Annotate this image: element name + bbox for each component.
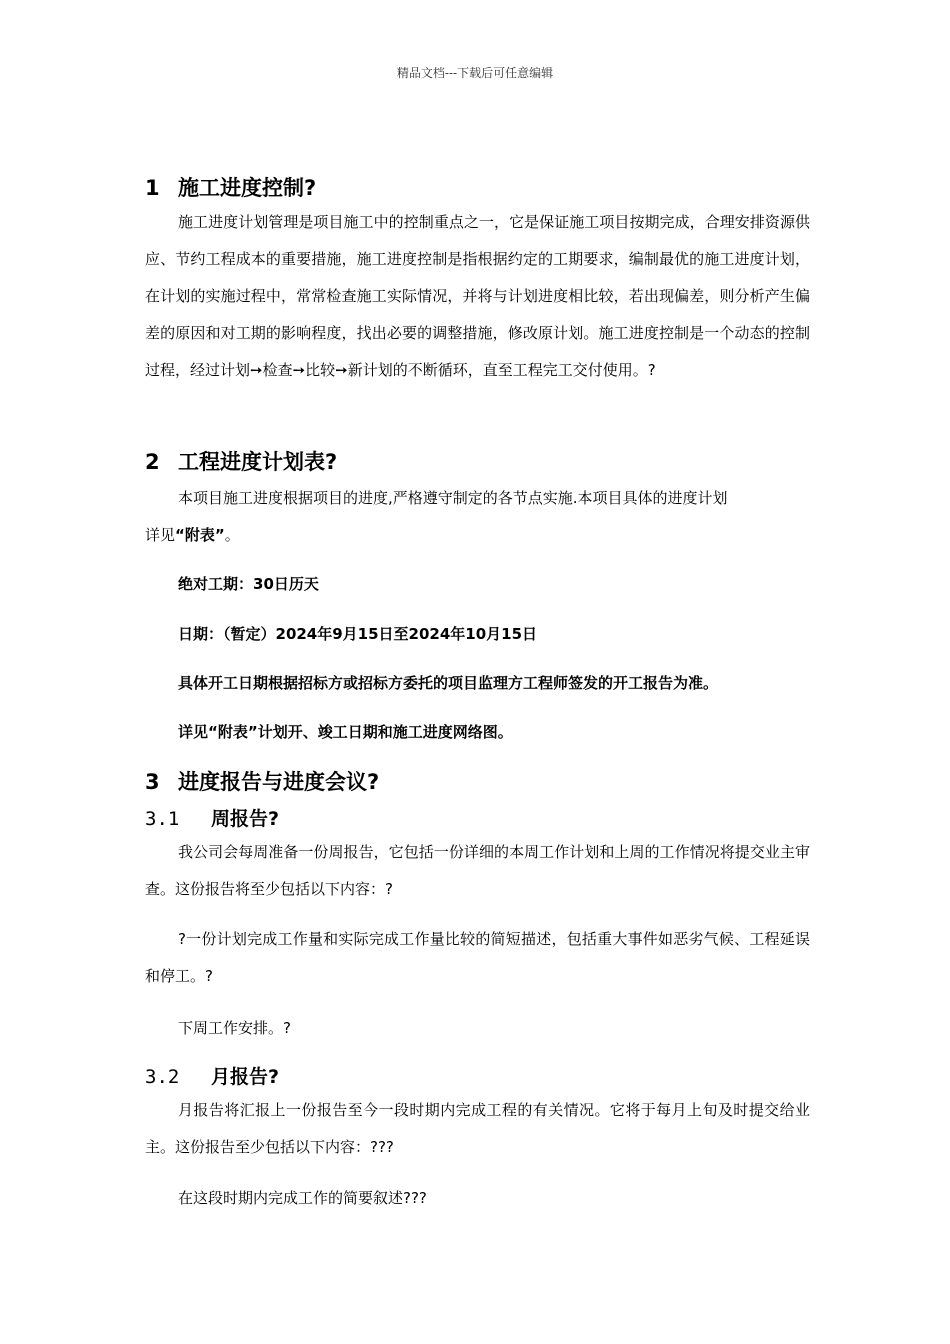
subsection-title: 月报告?: [211, 1066, 280, 1088]
section-number: 1: [145, 176, 160, 200]
section-3-1-paragraph: 我公司会每周准备一份周报告，它包括一份详细的本周工作计划和上周的工作情况将提交业主审查。这份报告将至少包括以下内容：?: [145, 843, 810, 898]
attachment-reference: “附表”: [175, 526, 225, 544]
section-title: 进度报告与进度会议?: [178, 770, 380, 794]
section-3-1-heading: [145, 804, 279, 831]
subsection-number: 3.1: [145, 808, 180, 830]
section-1-paragraph: 施工进度计划管理是项目施工中的控制重点之一，它是保证施工项目按期完成，合理安排资源供应、节约工程成本的重要措施，施工进度控制是指根据约定的工期要求，编制最优的施工进度计划，在计划的实施过程中，常常检查施工实际情况，并将与计划进度相比较，若出现偏差，则分析产生偏差的原因和对工期的影响程度，找出必要的调整措施，修改原计划。施工进度控制是一个动态的控制过程，经过计划➙检查➙比较➙新计划的不断循环，直至工程完工交付使用。?: [145, 213, 810, 379]
duration-line: 绝对工期：30日历天: [178, 575, 319, 593]
start-note-line: 具体开工日期根据招标方或招标方委托的项目监理方工程师签发的开工报告为准。: [178, 674, 719, 692]
section-3-2-paragraph: 月报告将汇报上一份报告至今一段时期内完成工程的有关情况。它将于每月上旬及时提交给业主。这份报告至少包括以下内容：???: [145, 1101, 810, 1156]
text-prefix: 详见: [145, 526, 176, 544]
section-number: 3: [145, 770, 160, 794]
section-3-1-item-1: ?一份计划完成工作量和实际完成工作量比较的简短描述，包括重大事件如恶劣气候、工程延误和停工。?: [145, 930, 810, 985]
see-attachment-line: 详见“附表”计划开、竣工日期和施工进度网络图。: [178, 723, 513, 741]
section-3-2-item-1: 在这段时期内完成工作的简要叙述???: [178, 1189, 427, 1207]
section-3-1-item-2: 下周工作安排。?: [178, 1019, 291, 1037]
text-suffix: 。: [224, 526, 240, 544]
section-2-paragraph-line-2: [145, 524, 240, 545]
section-number: 2: [145, 450, 160, 474]
page-header: 精品文档---下载后可任意编辑: [396, 66, 554, 80]
section-title: 施工进度控制?: [178, 176, 317, 200]
section-1-heading: [145, 172, 316, 202]
section-2-heading: [145, 446, 337, 476]
section-3-heading: [145, 766, 379, 796]
subsection-number: 3.2: [145, 1066, 180, 1088]
section-3-2-heading: [145, 1062, 279, 1089]
section-title: 工程进度计划表?: [178, 450, 338, 474]
subsection-title: 周报告?: [211, 808, 280, 830]
dates-line: 日期：（暂定）2024年9月15日至2024年10月15日: [178, 625, 538, 643]
section-2-paragraph-line-1: 本项目施工进度根据项目的进度,严格遵守制定的各节点实施.本项目具体的进度计划: [178, 489, 728, 507]
